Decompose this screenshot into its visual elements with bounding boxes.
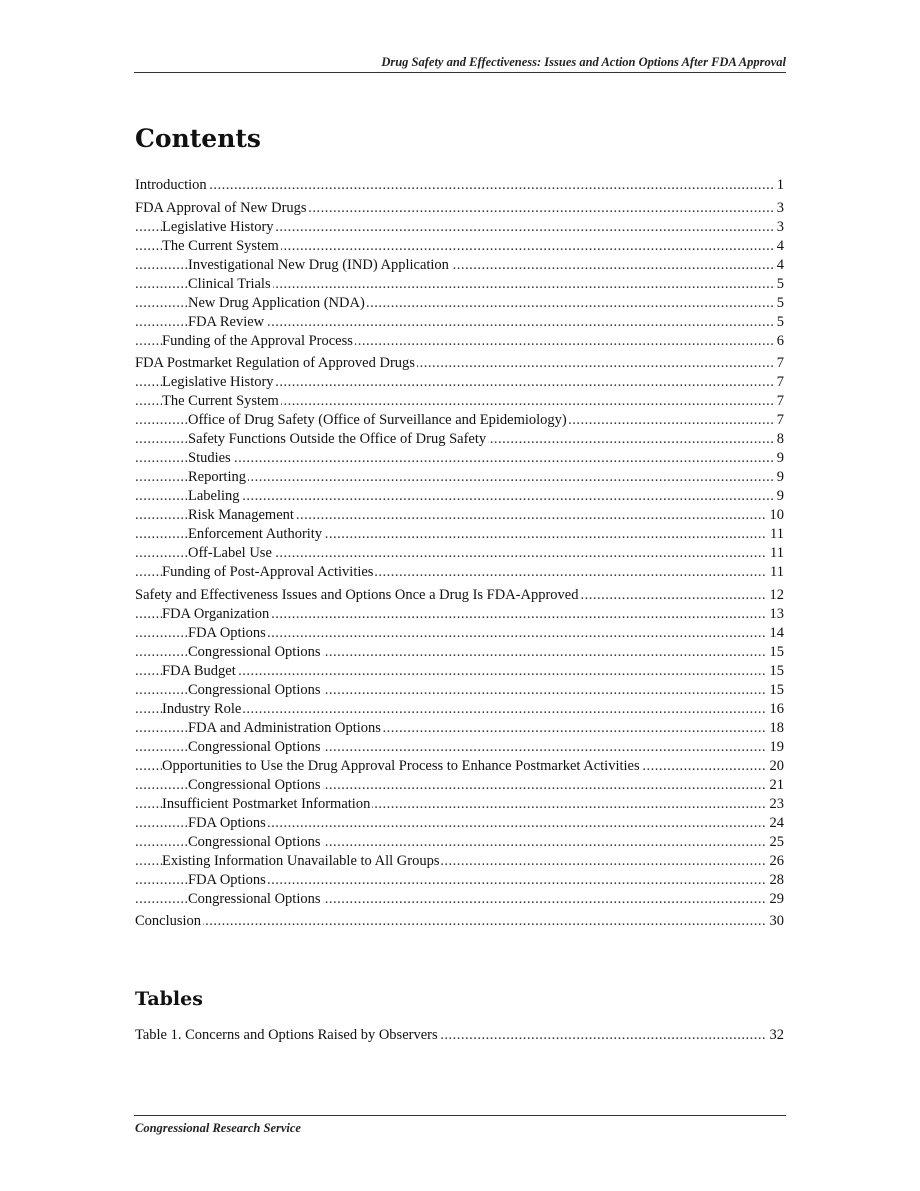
table-of-contents <box>135 176 784 931</box>
toc-entry-page-number: 32 <box>767 1026 785 1045</box>
toc-entry-title: Congressional Options <box>188 776 321 793</box>
toc-entry-title: FDA Review <box>188 313 265 330</box>
toc-entry-title: Congressional Options <box>188 833 321 850</box>
toc-entry-page-number: 20 <box>767 757 785 776</box>
toc-entry-title: Clinical Trials <box>188 275 271 292</box>
toc-entry-title: Congressional Options <box>188 890 321 907</box>
toc-entry[interactable] <box>135 814 784 833</box>
toc-entry[interactable] <box>135 624 784 643</box>
toc-entry[interactable] <box>135 662 784 681</box>
toc-entry[interactable] <box>135 795 784 814</box>
toc-entry[interactable] <box>135 392 784 411</box>
toc-entry[interactable] <box>135 256 784 275</box>
toc-entry-page-number: 9 <box>774 449 784 468</box>
toc-entry[interactable] <box>135 354 784 373</box>
toc-entry-page-number: 18 <box>767 719 785 738</box>
toc-entry-page-number: 28 <box>767 871 785 890</box>
toc-entry-page-number: 14 <box>767 624 785 643</box>
toc-entry-page-number: 23 <box>767 795 785 814</box>
toc-entry[interactable] <box>135 890 784 909</box>
toc-entry-title: FDA Organization <box>162 605 270 622</box>
toc-entry[interactable] <box>135 176 784 195</box>
toc-entry-title: Table 1. Concerns and Options Raised by Observers <box>135 1027 438 1043</box>
toc-entry-title: Funding of the Approval Process <box>162 332 353 349</box>
toc-entry[interactable] <box>135 912 784 931</box>
toc-entry-title: Conclusion <box>135 913 202 929</box>
toc-entry-page-number: 15 <box>767 681 785 700</box>
toc-entry-title: FDA Approval of New Drugs <box>135 199 307 216</box>
toc-entry-page-number: 11 <box>767 544 784 563</box>
toc-entry-page-number: 7 <box>774 392 784 411</box>
toc-entry[interactable] <box>135 218 784 237</box>
toc-entry[interactable] <box>135 199 784 218</box>
toc-entry[interactable] <box>135 449 784 468</box>
toc-entry-page-number: 9 <box>774 468 784 487</box>
toc-entry-title: Existing Information Unavailable to All Groups <box>162 852 440 869</box>
toc-entry[interactable] <box>135 643 784 662</box>
toc-entry[interactable] <box>135 313 784 332</box>
toc-entry-page-number: 12 <box>767 586 785 605</box>
toc-entry[interactable] <box>135 373 784 392</box>
toc-entry-page-number: 3 <box>774 218 784 237</box>
toc-entry-page-number: 10 <box>767 506 785 525</box>
toc-entry-title: Off-Label Use <box>188 545 272 561</box>
toc-entry-title: Opportunities to Use the Drug Approval Process to Enhance Postmarket Activities <box>162 757 640 774</box>
toc-entry-title: Safety and Effectiveness Issues and Options Once a Drug Is FDA-Approved <box>135 586 579 603</box>
toc-entry-page-number: 30 <box>767 912 785 931</box>
toc-entry[interactable] <box>135 430 784 449</box>
list-of-tables <box>135 1026 784 1045</box>
toc-entry-title: Enforcement Authority <box>188 526 323 542</box>
toc-entry-page-number: 7 <box>774 373 784 392</box>
toc-entry-page-number: 8 <box>774 430 784 449</box>
toc-entry-page-number: 7 <box>774 354 784 373</box>
toc-entry-page-number: 13 <box>767 605 785 624</box>
footer-publisher: Congressional Research Service <box>135 1121 301 1135</box>
toc-entry-title: FDA Options <box>188 814 266 831</box>
toc-entry-page-number: 3 <box>774 199 784 218</box>
toc-entry-page-number: 5 <box>774 313 784 332</box>
toc-entry[interactable] <box>135 757 784 776</box>
toc-entry[interactable] <box>135 738 784 757</box>
toc-entry-page-number: 15 <box>767 643 785 662</box>
toc-entry[interactable] <box>135 681 784 700</box>
toc-entry-page-number: 6 <box>774 332 784 351</box>
toc-entry-title: New Drug Application (NDA) <box>188 294 365 311</box>
toc-entry-title: FDA Options <box>188 871 266 888</box>
running-header: Drug Safety and Effectiveness: Issues and Action Options After FDA Approval <box>381 55 786 69</box>
toc-entry-page-number: 11 <box>767 563 784 582</box>
toc-entry[interactable] <box>135 468 784 487</box>
toc-entry-title: Industry Role <box>162 700 242 717</box>
toc-entry-title: FDA Postmarket Regulation of Approved Drugs <box>135 355 415 371</box>
toc-entry-title: Congressional Options <box>188 681 321 698</box>
toc-entry-title: Risk Management <box>188 507 294 523</box>
toc-entry-page-number: 5 <box>774 275 784 294</box>
toc-entry[interactable] <box>135 544 784 563</box>
toc-entry-title: Studies <box>188 450 231 466</box>
toc-entry[interactable] <box>135 275 784 294</box>
toc-entry[interactable] <box>135 833 784 852</box>
toc-entry[interactable] <box>135 776 784 795</box>
toc-entry[interactable] <box>135 1026 784 1045</box>
toc-entry-title: FDA Budget <box>162 662 236 679</box>
toc-entry-page-number: 24 <box>767 814 785 833</box>
toc-entry-title: Insufficient Postmarket Information <box>162 795 371 812</box>
toc-entry-page-number: 4 <box>774 237 784 256</box>
toc-entry[interactable] <box>135 294 784 313</box>
toc-entry-title: FDA and Administration Options <box>188 719 381 736</box>
toc-entry-title: Congressional Options <box>188 738 321 755</box>
toc-entry[interactable] <box>135 237 784 256</box>
toc-entry[interactable] <box>135 411 784 430</box>
toc-entry-title: Congressional Options <box>188 643 321 660</box>
toc-entry[interactable] <box>135 525 784 544</box>
tables-heading: Tables <box>135 988 203 1010</box>
toc-entry-page-number: 16 <box>767 700 785 719</box>
toc-entry-title: The Current System <box>162 237 279 254</box>
toc-entry[interactable] <box>135 586 784 605</box>
toc-entry-title: The Current System <box>162 393 279 409</box>
toc-entry-title: FDA Options <box>188 624 266 641</box>
toc-entry-title: Legislative History <box>162 374 274 390</box>
toc-entry-title: Office of Drug Safety (Office of Surveillance and Epidemiology) <box>188 412 567 428</box>
toc-entry-page-number: 29 <box>767 890 785 909</box>
header-divider <box>134 72 786 73</box>
toc-entry-page-number: 5 <box>774 294 784 313</box>
toc-entry-page-number: 21 <box>767 776 785 795</box>
contents-heading: Contents <box>135 124 262 153</box>
toc-entry-page-number: 11 <box>767 525 784 544</box>
toc-entry-page-number: 9 <box>774 487 784 506</box>
toc-entry[interactable] <box>135 487 784 506</box>
toc-entry-title: Introduction <box>135 177 207 193</box>
toc-entry-page-number: 19 <box>767 738 785 757</box>
toc-entry-title: Labeling <box>188 488 240 504</box>
toc-entry[interactable] <box>135 506 784 525</box>
toc-entry[interactable] <box>135 871 784 890</box>
toc-entry[interactable] <box>135 605 784 624</box>
toc-entry-page-number: 1 <box>774 176 784 195</box>
toc-entry-title: Funding of Post-Approval Activities <box>162 564 374 580</box>
toc-entry-title: Investigational New Drug (IND) Application <box>188 256 449 273</box>
toc-entry[interactable] <box>135 563 784 582</box>
toc-entry-title: Reporting <box>188 469 246 485</box>
toc-entry[interactable] <box>135 719 784 738</box>
toc-entry-title: Legislative History <box>162 218 274 235</box>
toc-entry-page-number: 25 <box>767 833 785 852</box>
toc-entry[interactable] <box>135 700 784 719</box>
toc-entry-page-number: 4 <box>774 256 784 275</box>
toc-entry-title: Safety Functions Outside the Office of Drug Safety <box>188 431 487 447</box>
toc-entry-page-number: 7 <box>774 411 784 430</box>
toc-entry[interactable] <box>135 852 784 871</box>
toc-entry-page-number: 26 <box>767 852 785 871</box>
footer-divider <box>134 1115 786 1116</box>
toc-entry[interactable] <box>135 332 784 351</box>
toc-entry-page-number: 15 <box>767 662 785 681</box>
